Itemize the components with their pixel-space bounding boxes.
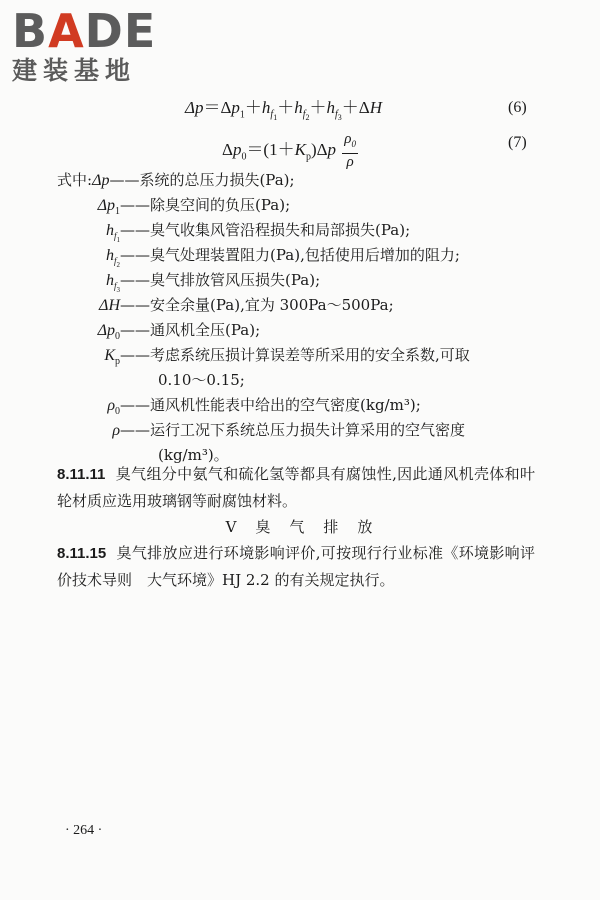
equation-7: $\Delta p_0=(1+K_p)\Delta p$ $\frac{\rho_0}{\rho}$: [222, 131, 356, 170]
definition-text: ——通风机性能表中给出的空气密度(kg/m³);: [120, 396, 421, 414]
definition-continuation: 0.10～0.15;: [158, 371, 245, 389]
definition-row: [62, 419, 465, 442]
section-heading: Ⅴ 臭 气 排 放: [225, 518, 375, 536]
definition-text: ——除臭空间的负压(Pa);: [120, 196, 291, 214]
density-ratio-fraction: $\frac{\rho_0}{\rho}$: [344, 131, 356, 170]
equation-number-6: (6): [508, 99, 527, 116]
logo-subtitle: 建装基地: [12, 56, 137, 85]
definition-text: ——安全余量(Pa),宜为 300Pa～500Pa;: [120, 296, 394, 314]
definition-symbol: Δp: [92, 172, 110, 189]
definition-symbol: $h_{f_2}$: [105, 247, 120, 269]
definition-symbol: $h_{f_1}$: [105, 222, 120, 244]
equation-number-7: (7): [508, 134, 527, 151]
definition-text: ——臭气处理装置阻力(Pa),包括使用后增加的阻力;: [120, 246, 460, 264]
definition-text: ——臭气排放管风压损失(Pa);: [120, 271, 321, 289]
definition-text: ——系统的总压力损失(Pa);: [109, 171, 295, 189]
definition-text: ——通风机全压(Pa);: [120, 321, 261, 339]
definition-symbol: ρ: [112, 422, 120, 439]
bade-logo: [12, 6, 187, 86]
clause-text: 臭气组分中氨气和硫化氢等都具有腐蚀性,因此通风机壳体和叶轮材质应选用玻璃钢等耐腐蚀材料。: [57, 465, 535, 510]
equation-6: $\Delta p=\Delta p_1+h_{f_1}+h_{f_2}+h_{f_3}+\Delta H$: [185, 98, 382, 123]
definition-text: ——考虑系统压损计算误差等所采用的安全系数,可取: [120, 346, 470, 364]
clause-number: 8.11.15: [57, 545, 107, 562]
definition-symbol: $\Delta p_1$: [97, 197, 120, 218]
definition-symbol: $\rho_0$: [107, 397, 120, 418]
definition-row: [62, 344, 470, 373]
definition-continuation: (kg/m³)。: [158, 446, 229, 464]
definition-row: [62, 294, 394, 317]
definitions-intro: 式中:: [57, 171, 93, 189]
clause-number: 8.11.11: [57, 466, 106, 483]
definition-symbol: ΔH: [99, 297, 120, 314]
definition-symbol: $h_{f_3}$: [105, 272, 120, 294]
definition-text: ——运行工况下系统总压力损失计算采用的空气密度: [120, 421, 466, 439]
clause-text: 臭气排放应进行环境影响评价,可按现行行业标准《环境影响评价技术导则 大气环境》HJ 2.2 的有关规定执行。: [57, 544, 535, 589]
definition-text: ——臭气收集风管沿程损失和局部损失(Pa);: [120, 221, 411, 239]
definition-row: [57, 169, 295, 192]
definition-symbol: $K_p$: [104, 347, 120, 368]
page-number: · 264 ·: [65, 823, 103, 838]
definition-symbol: $\Delta p_0$: [97, 322, 120, 343]
clause-8-11-11: [57, 461, 535, 515]
clause-8-11-15: [57, 540, 535, 594]
logo-wordmark: BADE: [12, 4, 157, 58]
